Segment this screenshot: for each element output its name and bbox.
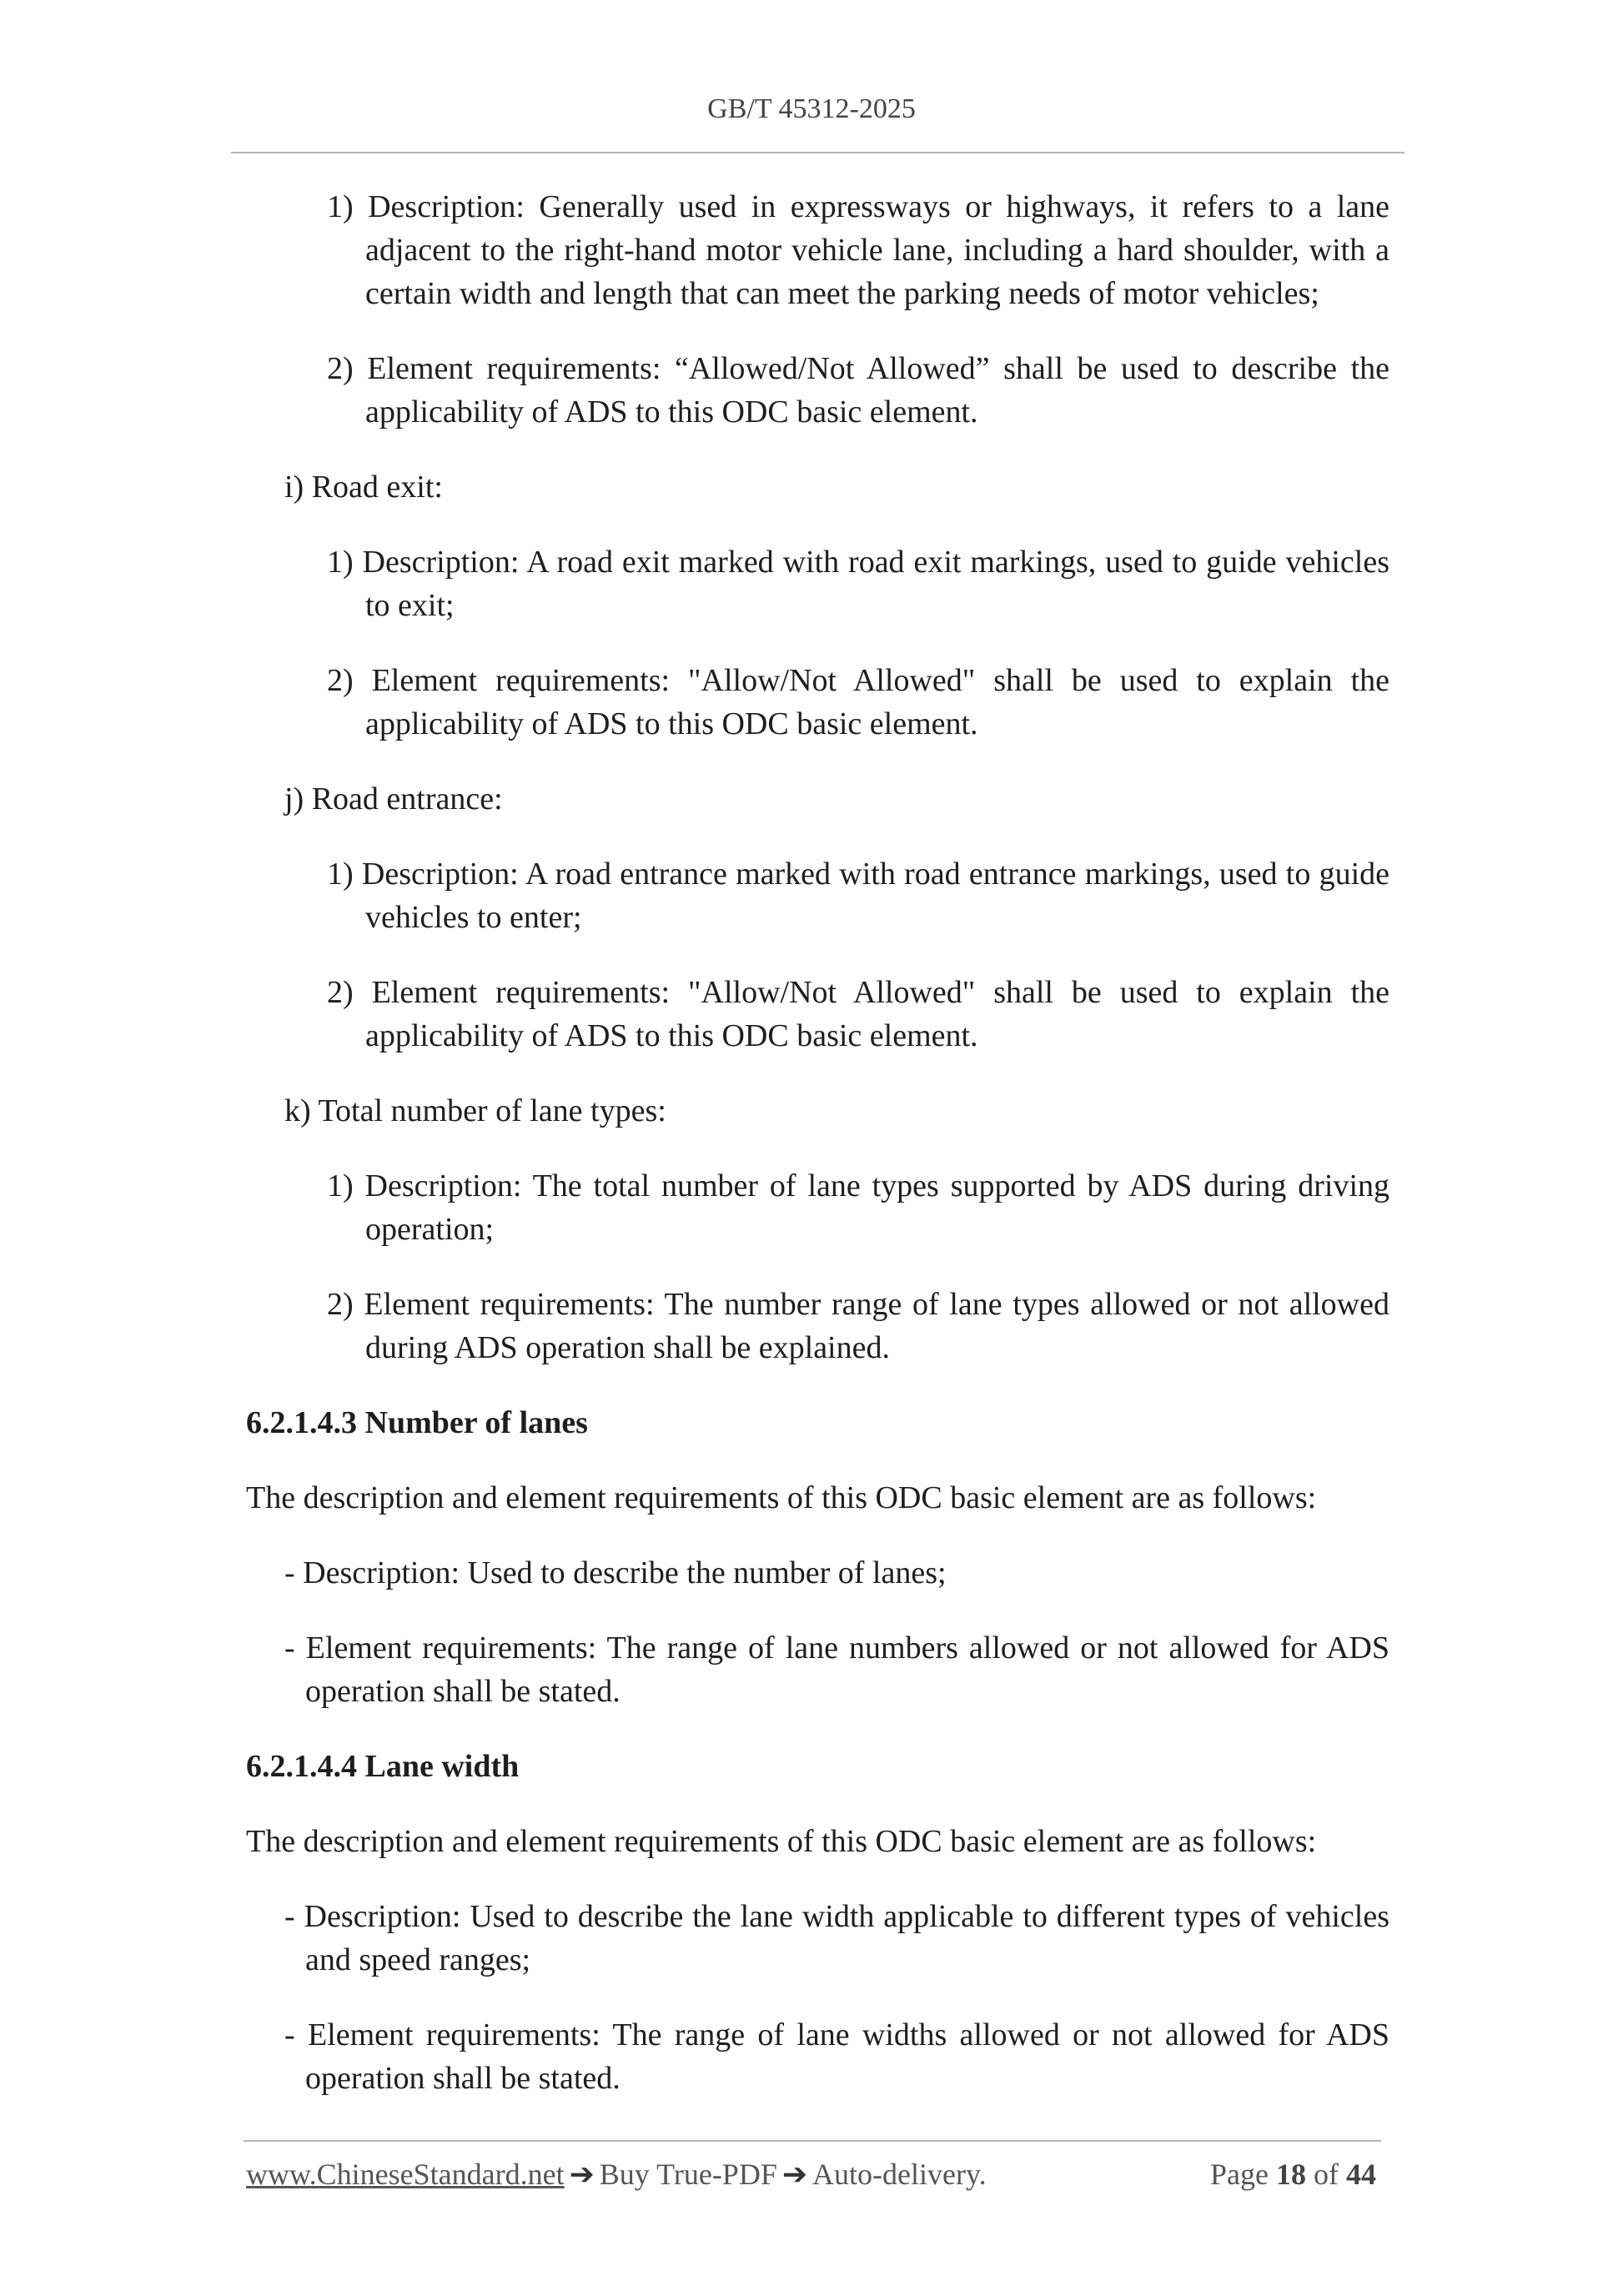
page-header-title: GB/T 45312-2025 [707, 93, 916, 124]
page-label: Page [1210, 2158, 1269, 2191]
list-item-lanes-requirements: - Element requirements: The range of lane numbers allowed or not allowed for ADS operation shall be stated. [284, 1630, 1389, 1709]
website-link[interactable]: www.ChineseStandard.net [246, 2158, 565, 2191]
list-item-hard-shoulder-description: 1) Description: Generally used in expressways or highways, it refers to a lane adjacent to the right-hand motor vehicle lane, including a hard shoulder, with a certain width and length that can meet the parking needs of motor vehicles; [327, 189, 1389, 311]
list-item-lane-types-requirements: 2) Element requirements: The number range of lane types allowed or not allowed during ADS operation shall be explained. [327, 1287, 1389, 1365]
section-heading-lane-width: 6.2.1.4.4 Lane width [246, 1749, 520, 1784]
header-divider [231, 152, 1404, 153]
list-item-road-exit: i) Road exit: [284, 470, 443, 505]
section-intro-number-of-lanes: The description and element requirements of this ODC basic element are as follows: [246, 1480, 1317, 1515]
section-intro-lane-width: The description and element requirements of this ODC basic element are as follows: [246, 1824, 1317, 1859]
buy-true-pdf-text: Buy True-PDF [599, 2158, 777, 2191]
page-of-label: of [1314, 2158, 1339, 2191]
auto-delivery-text: Auto-delivery. [812, 2158, 987, 2191]
arrow-right-icon: ➔ [569, 2158, 595, 2191]
section-heading-number-of-lanes: 6.2.1.4.3 Number of lanes [246, 1405, 588, 1440]
footer-divider [244, 2140, 1381, 2142]
list-item-lane-width-description: - Description: Used to describe the lane width applicable to different types of vehicles and speed ranges; [284, 1899, 1389, 1977]
list-item-road-entrance: j) Road entrance: [284, 781, 503, 816]
list-item-total-lane-types: k) Total number of lane types: [284, 1093, 666, 1128]
list-item-road-exit-description: 1) Description: A road exit marked with road exit markings, used to guide vehicles to exit; [327, 545, 1389, 623]
list-item-lanes-description: - Description: Used to describe the number of lanes; [284, 1555, 947, 1590]
page-total: 44 [1346, 2158, 1376, 2191]
list-item-lane-width-requirements: - Element requirements: The range of lane widths allowed or not allowed for ADS operation shall be stated. [284, 2017, 1389, 2096]
list-item-road-entrance-description: 1) Description: A road entrance marked with road entrance markings, used to guide vehicles to enter; [327, 857, 1389, 935]
arrow-right-icon: ➔ [781, 2158, 808, 2191]
footer-promo [246, 2157, 987, 2192]
list-item-lane-types-description: 1) Description: The total number of lane types supported by ADS during driving operation; [327, 1168, 1389, 1247]
page-current: 18 [1276, 2158, 1306, 2191]
page-body [246, 185, 1389, 2132]
list-item-road-exit-requirements: 2) Element requirements: "Allow/Not Allowed" shall be used to explain the applicability of ADS to this ODC basic element. [327, 663, 1389, 741]
list-item-hard-shoulder-requirements: 2) Element requirements: “Allowed/Not Allowed” shall be used to describe the applicability of ADS to this ODC basic element. [327, 351, 1389, 430]
page-number [1210, 2157, 1376, 2192]
list-item-road-entrance-requirements: 2) Element requirements: "Allow/Not Allowed" shall be used to explain the applicability of ADS to this ODC basic element. [327, 975, 1389, 1053]
